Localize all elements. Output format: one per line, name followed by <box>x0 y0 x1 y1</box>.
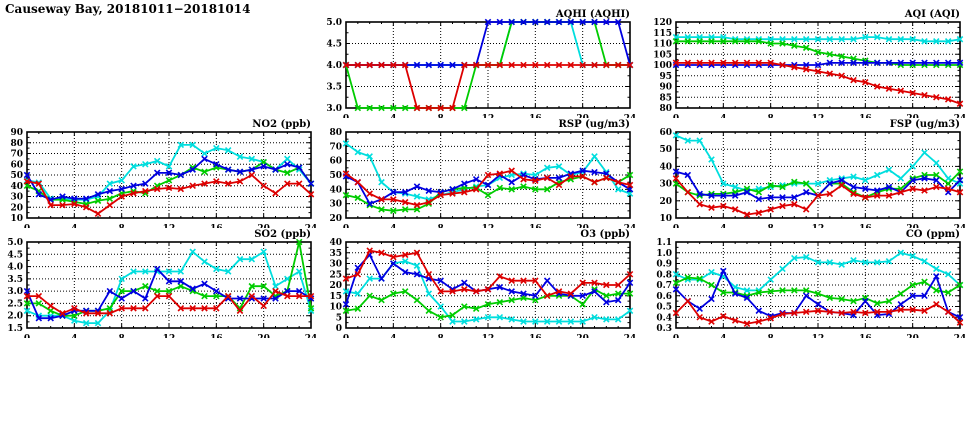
y-tick-label: 20 <box>329 214 342 224</box>
chart-title: O3 (ppb) <box>580 229 630 240</box>
y-tick-label: 70 <box>329 142 342 153</box>
chart-co <box>646 220 968 338</box>
x-tick-label <box>576 334 589 338</box>
chart-title: SO2 (ppb) <box>254 229 311 240</box>
y-tick-label: 40 <box>10 181 23 192</box>
x-tick-label <box>954 334 967 338</box>
y-tick-label: 5 <box>335 313 342 324</box>
chart-o3 <box>316 220 638 338</box>
y-tick-label: 105 <box>653 50 672 61</box>
y-tick-label: 0.6 <box>656 291 672 302</box>
y-tick-label: 20 <box>659 196 672 207</box>
y-tick-label: 30 <box>329 199 342 210</box>
x-tick-label <box>673 334 679 338</box>
x-tick-label <box>390 334 396 338</box>
y-tick-label: 90 <box>10 128 23 138</box>
plot-svg <box>646 220 968 338</box>
grid <box>676 242 960 328</box>
x-tick-label <box>343 334 349 338</box>
y-tick-label: 20 <box>10 203 23 214</box>
y-tick-label: 70 <box>10 149 23 160</box>
x-tick-label <box>438 334 444 338</box>
y-tick-label: 1.0 <box>656 248 672 259</box>
chart-title: AQI (AQI) <box>904 9 960 20</box>
y-tick-label: 115 <box>653 28 672 39</box>
y-tick-label: 60 <box>10 160 23 171</box>
y-tick-label: 4.5 <box>326 39 342 50</box>
y-tick-label: 0.7 <box>656 281 672 291</box>
chart-aqhi <box>316 0 638 118</box>
plot-svg <box>316 220 638 338</box>
x-tick-label <box>210 334 223 338</box>
chart-no2 <box>0 110 319 228</box>
y-tick-label: 3.5 <box>7 274 23 285</box>
x-tick-label <box>163 334 176 338</box>
chart-fsp <box>646 110 968 228</box>
x-axis-labels <box>24 334 317 338</box>
x-tick-label <box>720 334 726 338</box>
chart-title: CO (ppm) <box>905 229 960 240</box>
y-tick-label: 85 <box>659 93 672 104</box>
series-markers-red <box>24 172 313 216</box>
y-tick-label: 5.0 <box>7 238 23 248</box>
x-tick-label <box>257 334 270 338</box>
x-tick-label <box>482 334 495 338</box>
plot-svg <box>0 110 319 228</box>
y-tick-label: 35 <box>329 248 342 259</box>
y-tick-label: 40 <box>329 238 342 248</box>
y-tick-label: 4.5 <box>7 250 23 261</box>
y-tick-label: 20 <box>329 281 342 291</box>
y-axis-labels <box>656 238 672 334</box>
y-tick-label: 110 <box>653 39 672 50</box>
y-tick-label: 3.0 <box>7 287 23 298</box>
y-tick-label: 5.0 <box>326 18 342 28</box>
y-tick-label: 80 <box>329 128 342 138</box>
y-tick-label: 15 <box>329 291 342 302</box>
y-tick-label: 2.5 <box>7 299 23 310</box>
y-tick-label: 120 <box>653 18 672 28</box>
plot-svg <box>646 110 968 228</box>
x-tick-label <box>529 334 542 338</box>
x-tick-label <box>812 334 825 338</box>
y-axis-labels <box>7 238 23 334</box>
y-tick-label: 80 <box>10 138 23 149</box>
y-tick-label: 30 <box>659 179 672 190</box>
x-tick-label <box>768 334 774 338</box>
y-tick-label: 10 <box>329 302 342 313</box>
chart-title: FSP (ug/m3) <box>889 119 960 130</box>
y-tick-label: 30 <box>10 192 23 203</box>
y-tick-label: 0.3 <box>656 324 672 334</box>
y-tick-label: 100 <box>653 61 672 71</box>
x-tick-label <box>71 334 77 338</box>
y-tick-label: 10 <box>659 214 672 224</box>
y-tick-label: 80 <box>659 104 672 114</box>
y-tick-label: 10 <box>10 214 23 224</box>
y-tick-label: 0.4 <box>656 313 672 324</box>
y-tick-label: 0.8 <box>656 270 672 281</box>
chart-rsp <box>316 110 638 228</box>
y-tick-label: 1.1 <box>656 238 672 248</box>
y-tick-label: 4.0 <box>7 262 23 273</box>
series-red <box>24 172 313 216</box>
plot-svg <box>646 0 968 118</box>
plot-svg <box>316 110 638 228</box>
y-tick-label: 3.5 <box>326 82 342 93</box>
y-tick-label: 40 <box>659 162 672 173</box>
y-tick-label: 3.0 <box>326 104 342 114</box>
chart-title: NO2 (ppb) <box>252 119 311 130</box>
y-tick-label: 95 <box>659 71 672 82</box>
y-tick-label: 0.9 <box>656 259 672 270</box>
y-tick-label: 40 <box>329 185 342 196</box>
x-tick-label <box>859 334 872 338</box>
y-tick-label: 0.5 <box>656 302 672 313</box>
series-cyan <box>673 34 962 44</box>
y-tick-label: 1.5 <box>7 324 23 334</box>
y-axis-labels <box>329 128 342 224</box>
y-tick-label: 90 <box>659 82 672 93</box>
y-tick-label: 50 <box>329 171 342 181</box>
y-tick-label: 60 <box>659 128 672 138</box>
chart-so2 <box>0 220 319 338</box>
y-tick-label: 50 <box>659 145 672 156</box>
y-tick-label: 4.0 <box>326 61 342 71</box>
chart-title: AQHI (AQHI) <box>555 9 630 20</box>
series-markers-cyan <box>673 34 962 44</box>
y-axis-labels <box>659 128 672 224</box>
y-axis-labels <box>329 238 342 334</box>
chart-title: RSP (ug/m3) <box>558 119 630 130</box>
chart-aqi <box>646 0 968 118</box>
x-axis-labels <box>673 334 966 338</box>
x-tick-label <box>906 334 919 338</box>
x-tick-label <box>24 334 30 338</box>
y-tick-label: 50 <box>10 171 23 181</box>
y-axis-labels <box>653 18 672 114</box>
y-axis-labels <box>10 128 23 224</box>
page-title: Causeway Bay, 20181011−20181014 <box>5 2 251 16</box>
y-tick-label: 30 <box>329 259 342 270</box>
y-tick-label: 60 <box>329 156 342 167</box>
x-tick-label <box>624 334 637 338</box>
x-axis-labels <box>343 334 636 338</box>
y-tick-label: 25 <box>329 270 342 281</box>
y-axis-labels <box>326 18 342 114</box>
y-tick-label: 0 <box>335 324 342 334</box>
plot-svg <box>0 220 319 338</box>
plot-svg <box>316 0 638 118</box>
y-tick-label: 2.0 <box>7 311 23 322</box>
x-tick-label <box>119 334 125 338</box>
